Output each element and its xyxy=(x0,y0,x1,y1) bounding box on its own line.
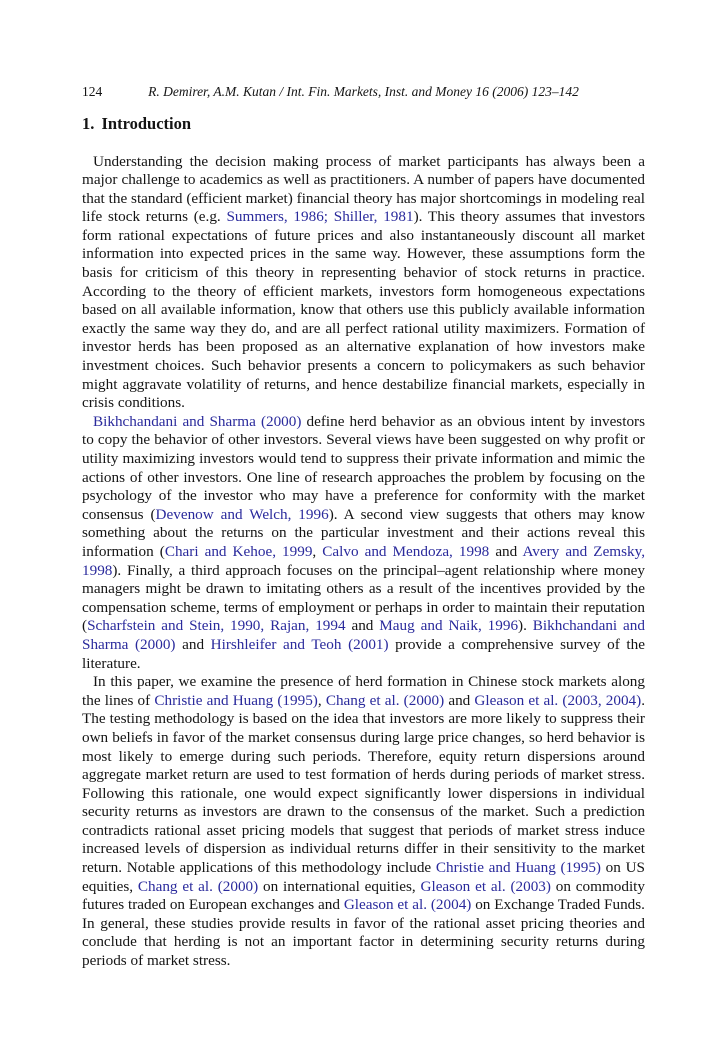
paragraph-text: ). Finally, a third approach focuses on the principal–agent relationship where money managers might be drawn to imitating others as a result of the incentives provided by the compensation scheme, terms of employment or perhaps in order to maintain their reputation ( xyxy=(82,561,645,635)
page-header xyxy=(82,84,645,99)
paragraph-text: ). A second view suggests that others may know something about the returns on the particular investment and their actions reveal this information ( xyxy=(82,505,645,560)
paragraph-text: define herd behavior as an obvious intent by investors to copy the behavior of other investors. Several views have been suggested on why profit or utility maximizing investors would tend to suppress their private information and mimic the actions of other investors. One line of research approaches the problem by focusing on the psychology of the investor who may have a preference for conformity with the market consensus ( xyxy=(82,412,645,523)
paragraph-text: and xyxy=(175,635,211,653)
citation-link[interactable]: Chang et al. (2000) xyxy=(137,877,259,895)
citation-link[interactable]: Maug and Naik, 1996 xyxy=(379,617,519,635)
paragraph xyxy=(82,413,645,673)
citation-link[interactable]: Scharfstein and Stein, 1990, Rajan, 1994 xyxy=(87,617,346,635)
citation-link[interactable]: Christie and Huang (1995) xyxy=(154,691,318,709)
citation-link[interactable]: Chari and Kehoe, 1999 xyxy=(164,542,313,560)
citation-link[interactable]: Devenow and Welch, 1996 xyxy=(155,505,329,523)
paragraph-text: . The testing methodology is based on the idea that investors are more likely to suppress their own beliefs in favor of the market consensus during large price changes, so herd behavior is most likely to emerge during such periods. Therefore, equity return dispersions around aggregate market return are used to test formation of herds during periods of market stress. Following this rationale, one would expect significantly lower dispersions in individual security returns as investors are drawn to the consensus of the market. Such a prediction contradicts rational asset pricing models that suggest that periods of market stress induce increased levels of dispersion as individual returns differ in their sensitivity to the market return. Notable applications of this methodology include xyxy=(82,691,646,877)
paragraph xyxy=(82,673,645,971)
citation-link[interactable]: Gleason et al. (2004) xyxy=(343,896,472,914)
citation-link[interactable]: Summers, 1986; Shiller, 1981 xyxy=(226,208,414,226)
running-title: R. Demirer, A.M. Kutan / Int. Fin. Markets, Inst. and Money 16 (2006) 123–142 xyxy=(148,84,579,99)
paragraph-text: In this paper, we examine the presence of herd formation in Chinese stock markets along the lines of xyxy=(82,673,645,709)
citation-link[interactable]: Calvo and Mendoza, 1998 xyxy=(322,542,490,560)
paragraph-text: , xyxy=(317,691,326,709)
paragraph-text: on commodity futures traded on European exchanges and xyxy=(82,877,645,914)
paragraph-text: and xyxy=(345,617,380,635)
paragraph-text: on US equities, xyxy=(82,859,645,895)
article-body xyxy=(82,153,645,971)
paragraph-text: ). This theory assumes that investors form rational expectations of future prices and also instantaneously discount all market information into expected prices in the same way. However, these assumptions form the basis for criticism of this theory in representing behavior of stock returns in practice. According to the theory of efficient markets, investors form homogeneous expectations based on all available information, know that others use this publicly available information exactly the same way they do, and are all perfect rational utility maximizers. Formation of investor herds has been proposed as an alternative explanation of how investors make investment choices. Such behavior presents a concern to policymakers as such behavior might aggravate volatility of returns, and hence destabilize financial markets, especially in crisis conditions. xyxy=(82,208,645,412)
paragraph-text: , xyxy=(312,542,323,560)
citation-link[interactable]: Hirshleifer and Teoh (2001) xyxy=(210,635,389,653)
citation-link[interactable]: Christie and Huang (1995) xyxy=(435,859,601,877)
citation-link[interactable]: Chang et al. (2000) xyxy=(325,691,445,709)
paragraph-text: provide a comprehensive survey of the literature. xyxy=(82,635,645,672)
section-heading: 1. Introduction xyxy=(82,114,192,133)
paragraph-text: and xyxy=(489,542,523,560)
paragraph-text: Understanding the decision making process of market participants has always been a major challenge to academics as well as practitioners. A number of papers have documented that the standard (efficient market) financial theory has major shortcomings in modeling real life stock returns (e.g. xyxy=(82,152,645,226)
citation-link[interactable]: Gleason et al. (2003, 2004) xyxy=(474,691,642,709)
citation-link[interactable]: Bikhchandani and Sharma (2000) xyxy=(82,617,645,653)
paragraph-text: ). xyxy=(518,617,533,635)
paragraph xyxy=(82,153,645,413)
page-number: 124 xyxy=(82,84,103,99)
paragraph-text: and xyxy=(444,691,475,709)
paragraph-text: on Exchange Traded Funds. In general, these studies provide results in favor of the rational asset pricing theories and conclude that herding is not an important factor in determining security returns during periods of market stress. xyxy=(82,896,645,970)
citation-link[interactable]: Avery and Zemsky, 1998 xyxy=(82,542,646,579)
paragraph-text: on international equities, xyxy=(258,877,421,895)
citation-link[interactable]: Gleason et al. (2003) xyxy=(420,877,551,895)
citation-link[interactable]: Bikhchandani and Sharma (2000) xyxy=(93,412,302,430)
